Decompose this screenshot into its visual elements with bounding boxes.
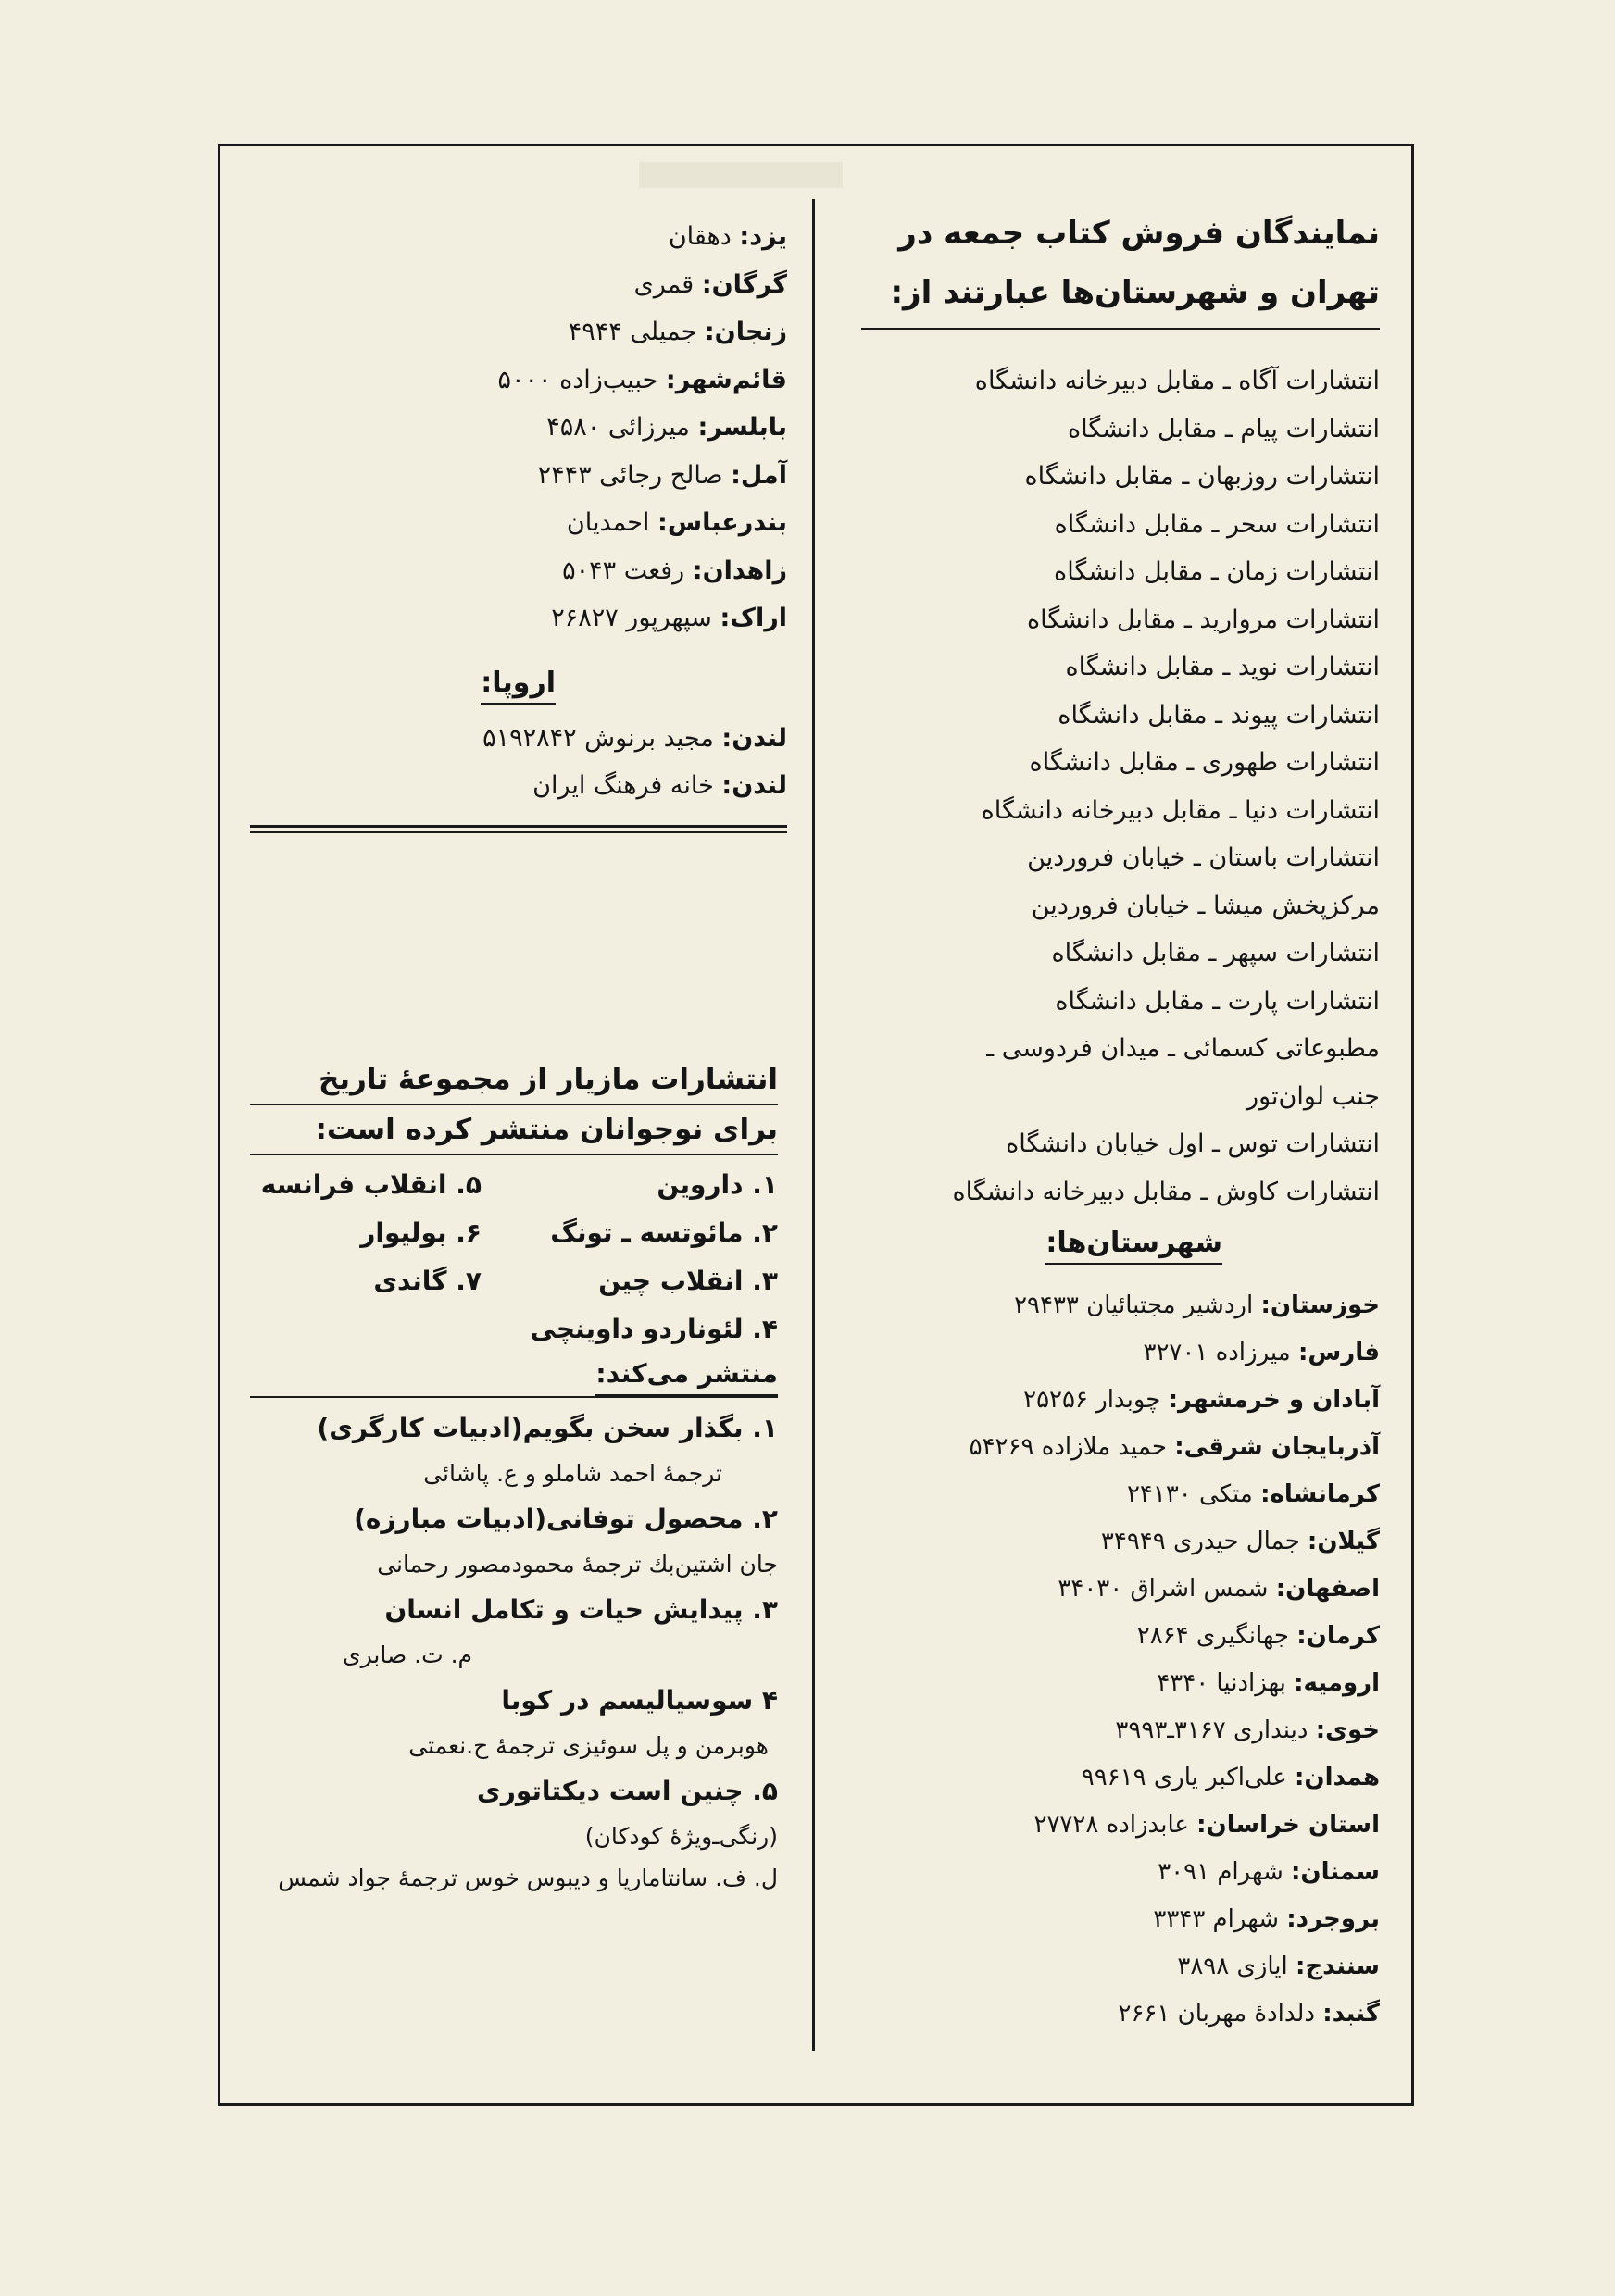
city-name: بابلسر:	[697, 413, 787, 442]
city-name: خوزستان:	[1260, 1292, 1380, 1319]
agent-entry: انتشارات طهوری ـ مقابل دانشگاه	[1029, 748, 1380, 777]
city-agent: شهرام ۳۳۴۳	[1153, 1905, 1279, 1933]
forthcoming-credit: م. ت. صابری	[343, 1641, 472, 1668]
published-list-col2	[250, 1161, 482, 1354]
city-name: گنبد:	[1322, 2000, 1380, 2028]
published-item: ۷. گاندی	[373, 1266, 482, 1296]
agent-entry: انتشارات زمان ـ مقابل دانشگاه	[1054, 557, 1380, 586]
city-name: زاهدان:	[692, 555, 787, 585]
city-name: کرمانشاه:	[1260, 1480, 1380, 1508]
europe-heading	[250, 655, 787, 711]
published-list	[250, 1161, 778, 1354]
city-name: لندن:	[721, 771, 787, 800]
city-entry	[861, 1471, 1380, 1518]
forthcoming-credit: ل. ف. سانتاماریا و دیبوس خوس ترجمهٔ جواد شمس	[278, 1865, 778, 1891]
city-name: بروجرد:	[1286, 1905, 1380, 1933]
city-entry	[861, 1707, 1380, 1754]
city-agent: شمس اشراق ۳۴۰۳۰	[1058, 1575, 1269, 1603]
published-item: ۳. انقلاب چین	[598, 1266, 778, 1296]
city-entry	[250, 308, 787, 356]
cities-heading	[861, 1216, 1380, 1271]
city-agents-list	[861, 1282, 1380, 2038]
city-name: اصفهان:	[1275, 1575, 1380, 1603]
city-entry	[861, 1990, 1380, 2038]
maziar-heading-line1: انتشارات مازیار از مجموعهٔ تاریخ	[318, 1063, 778, 1096]
city-agent: چوبدار ۲۵۲۵۶	[1023, 1386, 1161, 1414]
city-agent: احمدیان	[566, 508, 650, 537]
forthcoming-rule	[250, 1396, 778, 1398]
city-entry	[861, 1377, 1380, 1424]
city-agent: قمری	[633, 269, 695, 299]
city-entry	[861, 1849, 1380, 1896]
city-agent: میرزاده ۳۲۷۰۱	[1143, 1339, 1291, 1366]
europe-entry	[250, 762, 787, 810]
agent-entry: مطبوعاتی کسمائی ـ میدان فردوسی ـ	[986, 1034, 1380, 1063]
cities-continued-column	[250, 213, 787, 833]
city-entry	[250, 261, 787, 309]
forthcoming-heading: منتشر می‌کند:	[595, 1354, 778, 1396]
city-entry	[250, 594, 787, 643]
city-agent: علی‌اکبر یاری ۹۹۶۱۹	[1081, 1764, 1287, 1791]
city-agent: جمال حیدری ۳۴۹۴۹	[1100, 1528, 1300, 1555]
city-entry	[250, 499, 787, 547]
city-agent: ایازی ۳۸۹۸	[1177, 1953, 1288, 1980]
published-item: ۱. داروین	[657, 1169, 778, 1200]
city-name: زنجان:	[704, 318, 787, 346]
agent-entry: انتشارات باستان ـ خیابان فروردین	[1027, 843, 1380, 872]
agents-column	[861, 204, 1380, 2038]
city-entry	[861, 1613, 1380, 1660]
city-entry	[861, 1329, 1380, 1377]
maziar-rule	[250, 1154, 778, 1155]
agent-entry: انتشارات پیوند ـ مقابل دانشگاه	[1058, 700, 1380, 730]
city-name: آبادان و خرمشهر:	[1168, 1386, 1380, 1414]
city-agent: متکی ۲۴۱۳۰	[1126, 1480, 1253, 1508]
city-name: خوی:	[1315, 1716, 1380, 1744]
published-item: ۶. بولیوار	[360, 1217, 482, 1248]
city-agent: جمیلی ۴۹۴۴	[568, 318, 697, 346]
forthcoming-credit: هوبرمن و پل سوئیزی ترجمهٔ ح.نعمتی	[408, 1732, 769, 1759]
forthcoming-title: ۲. محصول توفانی(ادبیات مبارزه)	[354, 1504, 778, 1534]
agents-heading-line2: تهران و شهرستان‌ها عبارتند از:	[890, 274, 1380, 311]
agent-entry: انتشارات نوید ـ مقابل دانشگاه	[1065, 653, 1380, 681]
city-name: ارومیه:	[1294, 1669, 1380, 1697]
city-agent: دهقان	[668, 222, 732, 251]
agents-heading-line1: نمایندگان فروش کتاب جمعه در	[898, 215, 1380, 252]
city-agent: اردشیر مجتبائیان ۲۹۴۳۳	[1014, 1292, 1254, 1319]
city-name: اراک:	[720, 604, 787, 632]
section-double-rule	[250, 825, 787, 833]
city-entry	[250, 356, 787, 405]
city-name: گرگان:	[701, 269, 787, 299]
forthcoming-title: ۳. پیدایش حیات و تکامل انسان	[384, 1594, 778, 1625]
forthcoming-credit: جان اشتین‌بك ترجمهٔ محمودمصور رحمانی	[377, 1551, 778, 1578]
city-entry	[861, 1660, 1380, 1707]
maziar-heading-line2: برای نوجوانان منتشر کرده است:	[315, 1113, 778, 1146]
published-item: ۴. لئوناردو داوینچی	[530, 1314, 778, 1344]
city-entry	[861, 1943, 1380, 1990]
published-item: ۵. انقلاب فرانسه	[260, 1169, 482, 1200]
maziar-publications	[250, 1055, 778, 1898]
forthcoming-title: ۱. بگذار سخن بگویم(ادبیات کارگری)	[317, 1413, 778, 1443]
forthcoming-credit: ترجمهٔ احمد شاملو و ع. پاشائی	[423, 1460, 722, 1487]
city-agent: شهرام ۳۰۹۱	[1158, 1858, 1283, 1886]
agent-entry: انتشارات مروارید ـ مقابل دانشگاه	[1026, 605, 1380, 634]
city-agent: دلدادهٔ مهربان ۲۶۶۱	[1118, 2000, 1315, 2028]
cities-heading-text: شهرستان‌ها:	[1045, 1227, 1222, 1265]
agent-entry: انتشارات دنیا ـ مقابل دبیرخانه دانشگاه	[981, 795, 1380, 825]
city-agent: مجید برنوش ۵۱۹۲۸۴۲	[482, 723, 714, 753]
agent-entry: مرکزپخش میشا ـ خیابان فروردین	[1031, 891, 1380, 920]
agent-entry: انتشارات آگاه ـ مقابل دبیرخانه دانشگاه	[974, 367, 1380, 395]
forthcoming-credit: (رنگی‌ـ‌ویژهٔ کودکان)	[584, 1823, 778, 1850]
city-name: یزد:	[739, 222, 787, 251]
city-agent: عابدزاده ۲۷۷۲۸	[1033, 1811, 1189, 1839]
city-name: آذربایجان شرقی:	[1174, 1433, 1380, 1461]
city-entry	[250, 404, 787, 452]
city-entry	[861, 1754, 1380, 1802]
city-entry	[861, 1802, 1380, 1849]
city-entry	[250, 452, 787, 500]
published-item: ۲. مائوتسه ـ تونگ	[550, 1217, 778, 1248]
city-name: سنندج:	[1296, 1953, 1380, 1980]
forthcoming-title: ۴ سوسیالیسم در کوبا	[501, 1685, 778, 1716]
forthcoming-title: ۵. چنین است دیکتاتوری	[477, 1776, 778, 1806]
city-agent: دینداری ۳۱۶۷ـ۳۹۹۳	[1115, 1716, 1308, 1744]
tehran-agents-list	[861, 357, 1380, 1216]
city-name: کرمان:	[1296, 1622, 1380, 1650]
heading-rule	[861, 328, 1380, 330]
city-name: آمل:	[731, 460, 787, 490]
city-entry	[861, 1896, 1380, 1943]
agent-entry: انتشارات توس ـ اول خیابان دانشگاه	[1006, 1129, 1380, 1158]
city-agent: سپهرپور ۲۶۸۲۷	[551, 604, 712, 632]
city-entry	[861, 1518, 1380, 1566]
forthcoming-list	[250, 1405, 778, 1898]
agent-entry: جنب لوان‌تور	[1246, 1081, 1380, 1111]
city-agent: میرزائی ۴۵۸۰	[546, 413, 690, 442]
city-name: همدان:	[1295, 1764, 1380, 1791]
city-name: استان خراسان:	[1196, 1811, 1380, 1839]
agent-entry: انتشارات سحر ـ مقابل دانشگاه	[1054, 509, 1380, 539]
city-agent: رفعت ۵۰۴۳	[562, 555, 685, 585]
agent-entry: انتشارات پارت ـ مقابل دانشگاه	[1055, 986, 1380, 1016]
column-divider	[812, 199, 815, 2051]
city-agent: حبیب‌زاده ۵۰۰۰	[497, 365, 658, 394]
city-agent: خانه فرهنگ ایران	[532, 771, 714, 800]
city-name: بندرعباس:	[657, 508, 787, 537]
agent-entry: انتشارات سپهر ـ مقابل دانشگاه	[1051, 939, 1380, 967]
city-name: قائم‌شهر:	[665, 365, 787, 394]
city-entry	[861, 1282, 1380, 1329]
city-entry	[250, 547, 787, 595]
city-agent: صالح رجائی ۲۴۴۳	[537, 460, 723, 490]
city-agent: بهزادنیا ۴۳۴۰	[1157, 1669, 1286, 1697]
city-agent: حمید ملازاده ۵۴۲۶۹	[969, 1433, 1167, 1461]
agent-entry: انتشارات روزبهان ـ مقابل دانشگاه	[1024, 462, 1380, 491]
europe-entry	[250, 715, 787, 763]
city-name: گیلان:	[1307, 1528, 1380, 1555]
published-list-col1	[500, 1161, 778, 1354]
europe-heading-text: اروپا:	[481, 667, 556, 705]
city-name: فارس:	[1297, 1339, 1380, 1366]
agent-entry: انتشارات کاوش ـ مقابل دبیرخانه دانشگاه	[952, 1177, 1380, 1206]
city-agent: جهانگیری ۲۸۶۴	[1136, 1622, 1289, 1650]
city-entry	[250, 213, 787, 261]
city-name: لندن:	[721, 723, 787, 753]
city-entry	[861, 1566, 1380, 1613]
city-entry	[861, 1424, 1380, 1471]
agent-entry: انتشارات پیام ـ مقابل دانشگاه	[1068, 414, 1380, 443]
city-name: سمنان:	[1291, 1858, 1380, 1886]
